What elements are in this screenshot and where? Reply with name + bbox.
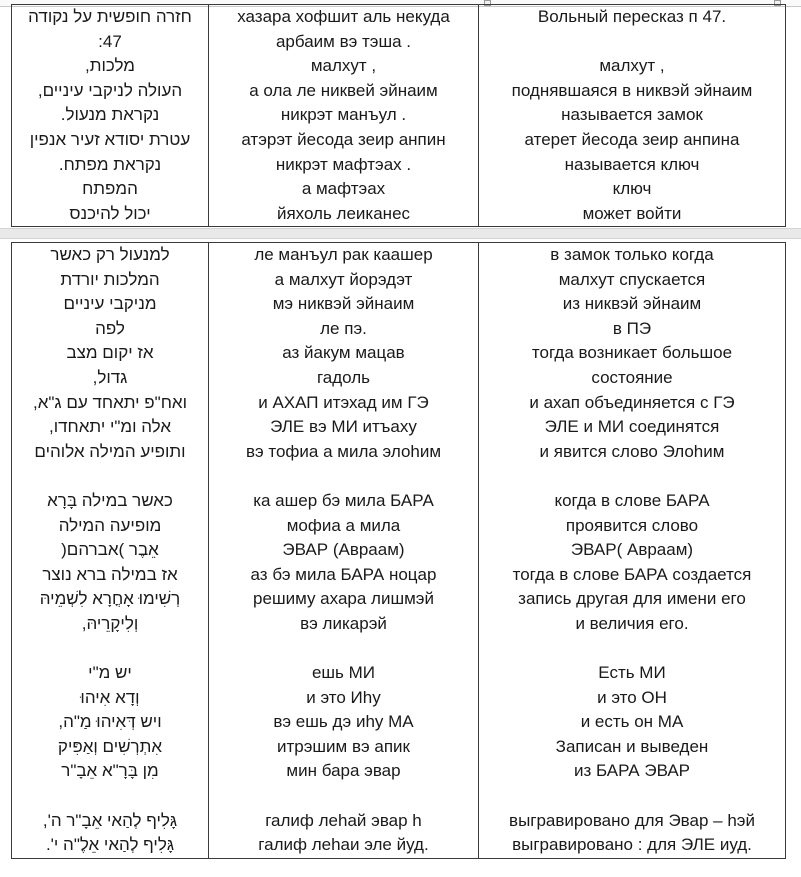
transliteration-column <box>209 243 478 858</box>
text-line: וְלִיקָרֵיהּ, <box>81 613 139 633</box>
text-line: и ахап объединяется с ГЭ <box>529 392 735 412</box>
text-line: вэ ешь дэ иhу МА <box>273 712 414 732</box>
text-line: ואח"פ יתאחד עם ג"א, <box>32 392 187 412</box>
text-line: ЭВАР (Авраам) <box>282 540 405 560</box>
text-line: арбаим вэ тэша . <box>275 31 412 51</box>
text-line: выгравировано : для ЭЛЕ иуд. <box>512 835 752 855</box>
text-line: ле манъул рак каашер <box>254 245 433 264</box>
text-line <box>12 464 208 489</box>
text-line: хазара хофшит аль некуда <box>237 7 450 26</box>
text-line: тогда возникает большое <box>531 343 733 363</box>
text-line: называется ключ <box>564 154 700 174</box>
text-line: גָּלִיף לְהַאי אֵבָ"ר ה', <box>42 810 178 830</box>
text-line: אז במילה ברא נוצר <box>42 564 178 584</box>
text-line: когда в слове БАРА <box>554 490 710 510</box>
text-line: мэ никвэй эйнаим <box>272 294 415 314</box>
russian-column <box>479 243 785 858</box>
text-line: ויש דְּאִיהוּ מַ"ה, <box>58 712 162 732</box>
text-line: ле пэ. <box>320 318 367 338</box>
text-line: мофиа а мила <box>286 515 401 535</box>
text-line: המפתח <box>82 179 138 199</box>
text-line: и явится слово Элоhим <box>539 441 725 461</box>
text-line: мин бара эвар <box>286 761 401 781</box>
text-line <box>479 464 785 489</box>
text-line: а мафтэах <box>301 179 386 199</box>
text-line <box>479 30 785 55</box>
text-line: מניקבי עיניים <box>63 294 157 314</box>
text-line: מופיעה המילה <box>58 515 162 535</box>
text-line: Вольный пересказ п 47. <box>537 7 727 26</box>
text-line: атэрэт йесода зеир анпин <box>241 129 446 149</box>
text-line: ешь МИ <box>311 663 376 683</box>
text-line <box>209 784 478 809</box>
text-line: ключ <box>612 179 652 199</box>
table-row <box>12 5 786 227</box>
text-table-2 <box>11 242 786 859</box>
text-line: а малхут йорэдэт <box>274 269 413 289</box>
text-line: йяхоль леиканес <box>276 203 411 223</box>
text-line: Записан и выведен <box>555 736 709 756</box>
text-line: атерет йесода зеир анпина <box>524 129 740 149</box>
text-line: и величия его. <box>575 613 689 633</box>
text-line: малхут , <box>599 56 665 76</box>
russian-column <box>479 5 785 226</box>
text-line: из никвэй эйнаим <box>562 294 702 314</box>
text-line: аз йакум мацав <box>282 343 405 363</box>
text-line: никрэт манъул . <box>280 105 407 125</box>
text-line <box>479 637 785 662</box>
text-line: состояние <box>591 367 673 387</box>
text-line: וְדָא אִיהוּ <box>80 687 140 707</box>
text-line: запись другая для имени его <box>518 589 746 609</box>
text-line: вэ ликарэй <box>300 613 387 633</box>
text-line: поднявшаяся в никвэй эйнаим <box>511 80 753 100</box>
transliteration-column <box>209 5 478 226</box>
text-line: а ола ле никвей эйнаим <box>249 80 438 100</box>
text-line: из БАРА ЭВАР <box>573 761 691 781</box>
text-line: אלה ומ"י יתאחדו, <box>48 417 171 437</box>
text-line: в ПЭ <box>612 318 652 338</box>
text-line: в замок только когда <box>550 245 714 264</box>
text-line: חזרה חופשית על נקודה <box>28 7 192 26</box>
text-line <box>209 637 478 662</box>
text-line: Есть МИ <box>598 663 666 683</box>
page-break <box>0 228 801 239</box>
text-line <box>479 784 785 809</box>
text-line: малхут спускается <box>558 269 706 289</box>
text-line: כאשר במילה בָּרָא <box>47 490 173 510</box>
text-line: נקראת מנעול. <box>60 105 160 125</box>
hebrew-column <box>12 5 208 226</box>
text-line: 47: <box>98 31 122 51</box>
text-line: גדול, <box>92 367 128 387</box>
table-row <box>12 243 786 859</box>
text-line: עטרת יסודא זעיר אנפין <box>29 129 191 149</box>
text-line: רְשִׁימוּ אָחֳרָא לִשְׁמֵיהּ <box>39 589 181 609</box>
text-line: решиму ахара лишмэй <box>253 589 434 609</box>
text-line: гадоль <box>316 367 371 387</box>
text-line: вэ тофиа а мила элоhим <box>245 441 442 461</box>
hebrew-column <box>12 243 208 858</box>
text-line: никрэт мафтэах . <box>275 154 412 174</box>
text-line: נקראת מפתח. <box>58 154 162 174</box>
text-line <box>12 637 208 662</box>
text-line: итрэшим вэ апик <box>277 736 410 756</box>
text-line: ка ашер бэ мила БАРА <box>253 490 434 510</box>
text-line: малхут , <box>310 56 377 76</box>
text-line: יכול להיכנס <box>69 203 151 223</box>
text-line: אז יקום מצב <box>66 343 154 363</box>
text-line: и есть он МА <box>580 712 684 732</box>
text-line <box>209 464 478 489</box>
text-line: тогда в слове БАРА создается <box>512 564 752 584</box>
text-line: למנעול רק כאשר <box>50 245 170 264</box>
text-line: проявится слово <box>565 515 699 535</box>
text-line: может войти <box>582 203 682 223</box>
text-line: יש מ"י <box>88 663 132 683</box>
text-line: галиф леhаи эле йуд. <box>258 835 429 855</box>
text-line: аз бэ мила БАРА ноцар <box>250 564 437 584</box>
text-line: אִתְרְשִׁים וְאַפִּיק <box>57 736 163 756</box>
text-line: ЭЛЕ вэ МИ итъаху <box>270 417 417 437</box>
text-line: גָּלִיף לְהַאי אֵלֶ"ה י'. <box>45 835 175 855</box>
text-table-1 <box>11 4 786 227</box>
text-line: выгравировано для Эвар – hэй <box>509 810 755 830</box>
text-line: и это ОН <box>597 687 667 707</box>
text-line: המלכות יורדת <box>60 269 160 289</box>
text-line: מלכות, <box>85 56 135 76</box>
text-line: галиф леhай эвар h <box>265 810 422 830</box>
text-line: ЭЛЕ и МИ соединятся <box>544 417 720 437</box>
text-line: מִן בָּרָ"א אֵבָ"ר <box>61 761 159 781</box>
text-line: называется замок <box>561 105 703 125</box>
text-line: אֵבֶר )אברהם( <box>61 540 159 560</box>
text-line <box>12 784 208 809</box>
text-line: העולה לניקבי עיניים, <box>37 80 183 100</box>
text-line: לפה <box>95 318 125 338</box>
text-line: ותופיע המילה אלוהים <box>34 441 186 461</box>
text-line: ЭВАР( Авраам) <box>570 540 694 560</box>
text-line: и это Иhу <box>306 687 381 707</box>
text-line: и АХАП итэхад им ГЭ <box>258 392 429 412</box>
